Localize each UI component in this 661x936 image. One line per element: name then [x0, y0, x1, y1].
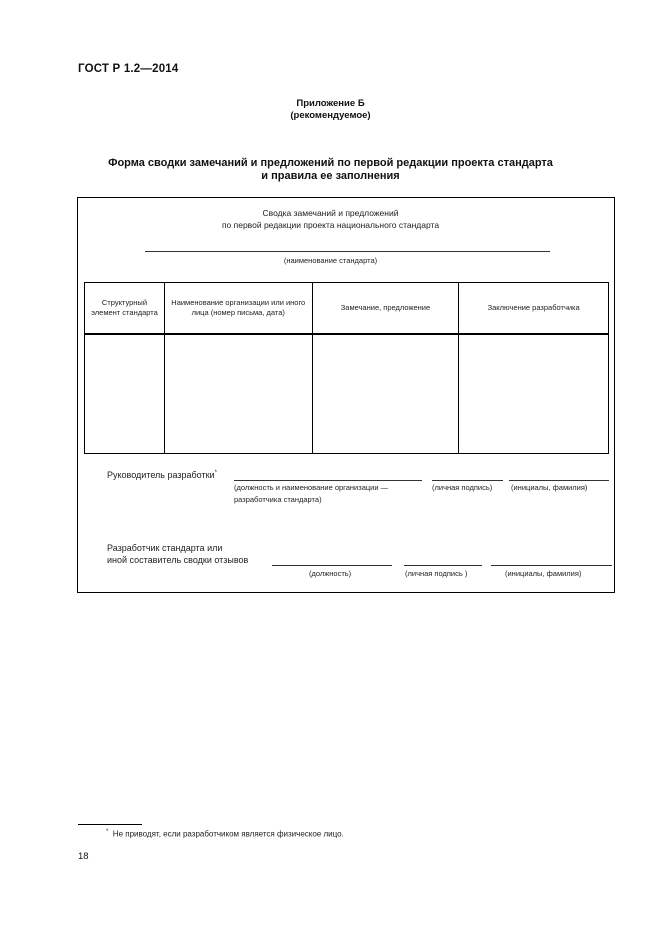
table-header-row [85, 283, 609, 335]
appendix-status: (рекомендуемое) [290, 110, 371, 121]
table-cell [459, 334, 609, 454]
leader-signature-line [432, 480, 503, 481]
standard-name-caption: (наименование стандарта) [283, 256, 378, 265]
leader-name-caption: (инициалы, фамилия) [511, 483, 588, 492]
leader-position-line [234, 480, 422, 481]
developer-signature-caption: (личная подпись ) [405, 569, 468, 578]
developer-position-caption: (должность) [309, 569, 352, 578]
developer-position-line [272, 565, 392, 566]
form-title-line1: Форма сводки замечаний и предложений по первой редакции проекта стандарта [108, 157, 553, 169]
developer-label-line1: Разработчик стандарта или [107, 543, 223, 553]
footnote-mark: * [106, 829, 109, 835]
leader-name-line [509, 480, 609, 481]
footnote-mark: * [214, 470, 217, 476]
table-cell [85, 334, 165, 454]
form-title-line2: и правила ее заполнения [261, 170, 400, 182]
leader-signature-caption: (личная подпись) [432, 483, 493, 492]
table-cell [164, 334, 312, 454]
leader-position-caption-line2: разработчика стандарта) [234, 495, 322, 504]
footnote [106, 829, 344, 839]
footnote-separator [78, 824, 142, 825]
developer-signature-line [404, 565, 482, 566]
leader-position-caption-line1: (должность и наименование организации — [234, 483, 389, 492]
appendix-title: Приложение Б [296, 98, 365, 109]
developer-label-line2: иной составитель сводки отзывов [107, 555, 249, 565]
developer-name-line [491, 565, 612, 566]
column-header-conclusion: Заключение разработчика [459, 283, 609, 335]
column-header-remark: Замечание, предложение [312, 283, 459, 335]
remarks-table [84, 282, 609, 454]
table-row [85, 334, 609, 454]
footnote-text: Не приводят, если разработчиком является физическое лицо. [112, 829, 344, 839]
leader-label: Руководитель разработки* [107, 470, 217, 480]
page-number: 18 [78, 851, 89, 862]
table-cell [312, 334, 459, 454]
column-header-organization: Наименование организации или иного лица (номер письма, дата) [164, 283, 312, 335]
document-code: ГОСТ Р 1.2—2014 [78, 63, 179, 75]
column-header-element: Структурный элемент стандарта [85, 283, 165, 335]
summary-title-line1: Сводка замечаний и предложений [262, 208, 399, 218]
standard-name-line [145, 251, 550, 252]
summary-title-line2: по первой редакции проекта национального стандарта [221, 220, 440, 230]
developer-name-caption: (инициалы, фамилия) [505, 569, 582, 578]
